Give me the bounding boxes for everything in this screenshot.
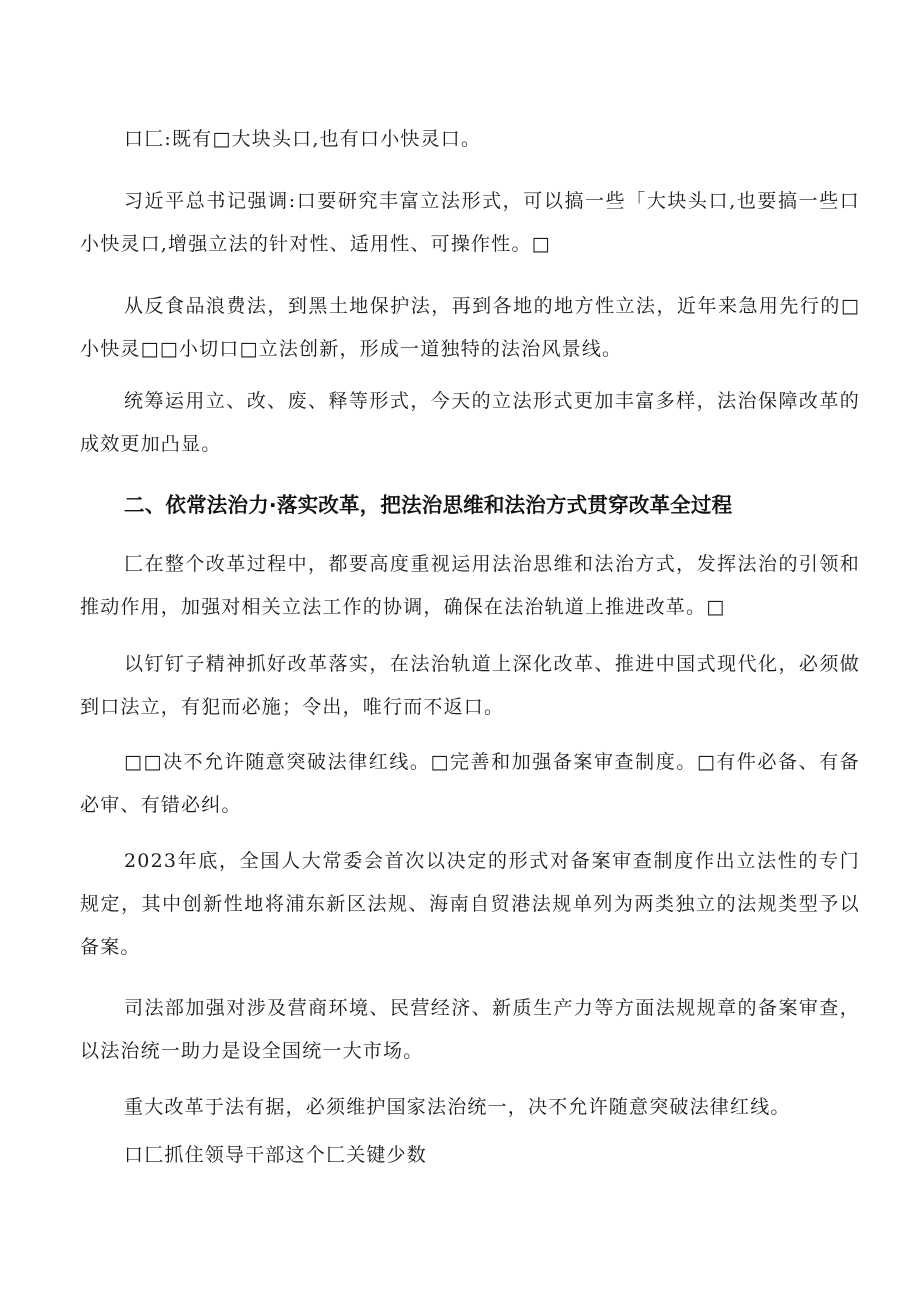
- paragraph-4: 统筹运用立、改、废、释等形式，今天的立法形式更加丰富多样，法治保障改革的成效更加凸显。: [80, 390, 860, 455]
- paragraph-1: 口匚:既有□大块头口,也有口小快灵口。: [124, 128, 482, 150]
- paragraph-5: 匚在整个改革过程中，都要高度重视运用法治思维和法治方式，发挥法治的引领和推动作用，加强对相关立法工作的协调，确保在法治轨道上推进改革。□: [80, 553, 860, 618]
- paragraph-9: 司法部加强对涉及营商环境、民营经济、新质生产力等方面法规规章的备案审查，以法治统一助力是设全国统一大市场。: [80, 997, 860, 1062]
- paragraph-7: □□决不允许随意突破法律红线。□完善和加强备案审查制度。□有件必备、有备必审、有错必纠。: [80, 751, 860, 816]
- paragraph-8: 2023年底，全国人大常委会首次以决定的形式对备案审查制度作出立法性的专门规定，其中创新性地将浦东新区法规、海南自贸港法规单列为两类独立的法规类型予以备案。: [80, 850, 860, 958]
- paragraph-10: 重大改革于法有据，必须维护国家法治统一，决不允许随意突破法律红线。: [124, 1096, 791, 1118]
- paragraph-2: 习近平总书记强调:口要研究丰富立法形式，可以搞一些「大块头口,也要搞一些口小快灵口,增强立法的针对性、适用性、可操作性。□: [80, 190, 860, 255]
- paragraph-6: 以钉钉子精神抓好改革落实，在法治轨道上深化改革、推进中国式现代化，必须做到口法立，有犯而必施；令出，唯行而不返口。: [80, 653, 860, 718]
- paragraph-11: 口匚抓住领导干部这个匚关键少数: [124, 1144, 428, 1166]
- paragraph-3: 从反食品浪费法，到黑土地保护法，再到各地的地方性立法，近年来急用先行的□小快灵□□小切口□立法创新，形成一道独特的法治风景线。: [80, 295, 860, 360]
- section-heading: 二、依常法治力·落实改革，把法治思维和法治方式贯穿改革全过程: [124, 493, 733, 517]
